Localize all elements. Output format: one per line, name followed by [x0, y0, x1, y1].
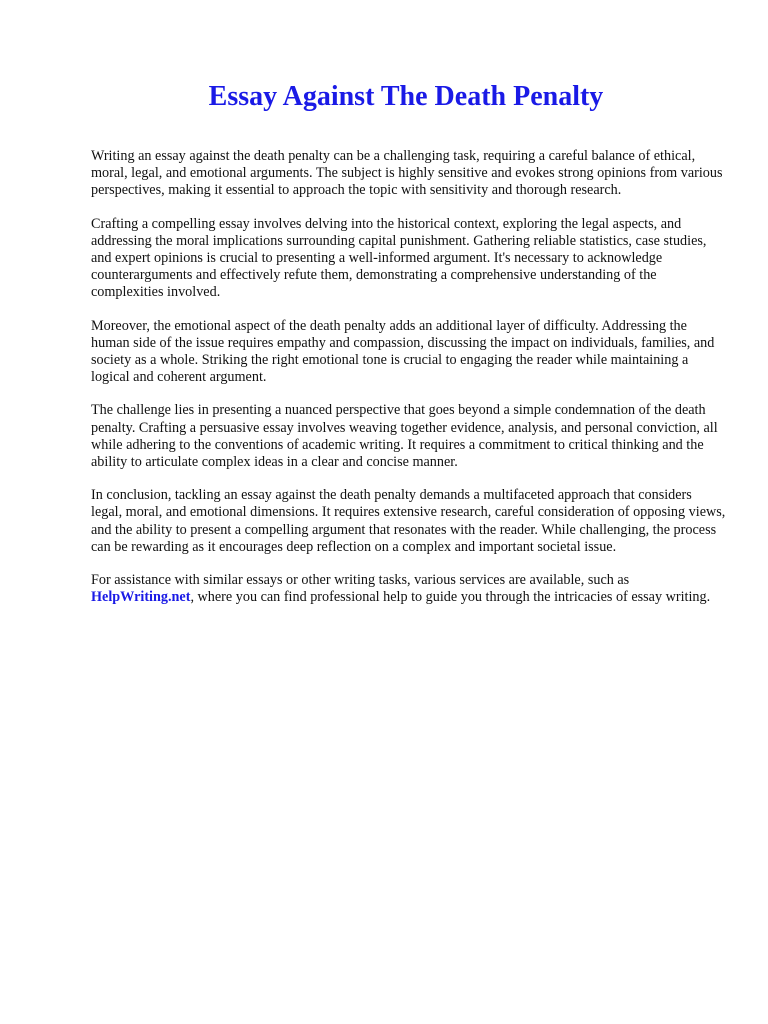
paragraph-3: Moreover, the emotional aspect of the death penalty adds an additional layer of difficulty. Addressing the human side of the issue requires empathy and compassion, discussing the impact on individuals, families, and society as a whole. Striking the right emotional tone is crucial to engaging the reader while maintaining a logical and coherent argument. [91, 317, 715, 386]
helpwriting-link[interactable]: HelpWriting.net [91, 589, 191, 606]
paragraph-2: Crafting a compelling essay involves delving into the historical context, exploring the legal aspects, and addressing the moral implications surrounding capital punishment. Gathering reliable statistics, case studies, and expert opinions is crucial to presenting a well-informed argument. It's necessary to acknowledge counterarguments and effectively refute them, demonstrating a comprehensive understanding of the complexities involved. [91, 215, 707, 301]
paragraph-6-after-link: , where you can find professional help to guide you through the intricacies of essay writing. [190, 589, 711, 606]
page-title: Essay Against The Death Penalty [208, 81, 604, 112]
paragraph-6-before-link: For assistance with similar essays or other writing tasks, various services are available, such as [91, 572, 630, 589]
paragraph-4: The challenge lies in presenting a nuanced perspective that goes beyond a simple condemnation of the death penalty. Crafting a persuasive essay involves weaving together evidence, analysis, and personal conviction, all while adhering to the conventions of academic writing. It requires a commitment to critical thinking and the ability to articulate complex ideas in a clear and concise manner. [91, 402, 718, 471]
paragraph-6 [91, 572, 726, 606]
essay-body [91, 148, 726, 606]
paragraph-5: In conclusion, tackling an essay against the death penalty demands a multifaceted approach that considers legal, moral, and emotional dimensions. It requires extensive research, careful consideration of opposing views, and the ability to present a compelling argument that resonates with the reader. While challenging, the process can be rewarding as it encourages deep reflection on a complex and important societal issue. [91, 487, 726, 555]
paragraph-1: Writing an essay against the death penalty can be a challenging task, requiring a careful balance of ethical, moral, legal, and emotional arguments. The subject is highly sensitive and evokes strong opinions from various perspectives, making it essential to approach the topic with sensitivity and thorough research. [91, 148, 723, 199]
